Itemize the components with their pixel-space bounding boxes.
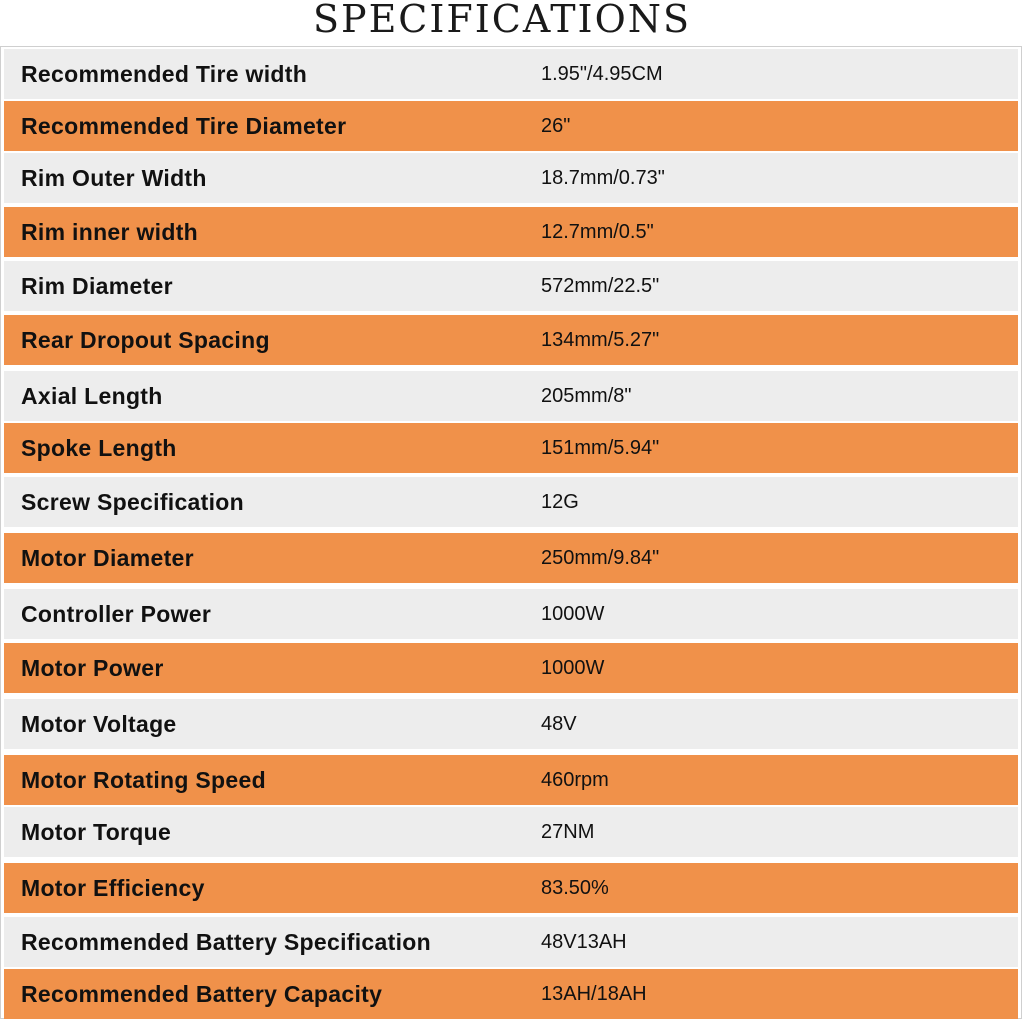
spec-label: Motor Diameter (21, 544, 194, 571)
table-row (4, 807, 1018, 857)
spec-label: Motor Voltage (21, 710, 177, 737)
table-row (4, 863, 1018, 913)
spec-label: Rim Diameter (21, 272, 173, 299)
table-row (4, 423, 1018, 473)
table-row (4, 699, 1018, 749)
spec-label: Rear Dropout Spacing (21, 326, 270, 353)
table-row (4, 371, 1018, 421)
table-row (4, 533, 1018, 583)
spec-value: 250mm/9.84" (541, 546, 660, 569)
page-title: SPECIFICATIONS (312, 0, 692, 41)
spec-label: Screw Specification (21, 488, 244, 515)
table-row (4, 969, 1018, 1019)
spec-label: Spoke Length (21, 434, 177, 461)
spec-value: 1000W (541, 602, 605, 625)
spec-value: 48V13AH (541, 930, 627, 953)
spec-value: 134mm/5.27" (541, 328, 660, 351)
spec-label: Recommended Battery Specification (21, 928, 431, 955)
spec-label: Motor Power (21, 654, 164, 681)
spec-value: 18.7mm/0.73" (541, 166, 665, 189)
spec-label: Recommended Tire width (21, 60, 308, 87)
table-row (4, 153, 1018, 203)
spec-label: Controller Power (21, 600, 212, 627)
spec-value: 26" (541, 114, 571, 137)
spec-value: 572mm/22.5" (541, 274, 660, 297)
spec-value: 1000W (541, 656, 605, 679)
table-row (4, 315, 1018, 365)
table-row (4, 261, 1018, 311)
spec-label: Motor Efficiency (21, 874, 205, 901)
table-row (4, 589, 1018, 639)
table-row (4, 917, 1018, 967)
spec-value: 13AH/18AH (541, 982, 647, 1005)
spec-value: 460rpm (541, 768, 609, 791)
spec-value: 205mm/8" (541, 384, 632, 407)
spec-value: 48V (541, 712, 577, 735)
spec-value: 83.50% (541, 876, 609, 899)
spec-label: Axial Length (21, 382, 163, 409)
spec-label: Recommended Tire Diameter (21, 112, 347, 139)
spec-label: Motor Torque (21, 818, 172, 845)
table-row (4, 207, 1018, 257)
table-row (4, 755, 1018, 805)
spec-value: 12.7mm/0.5" (541, 220, 654, 243)
specifications-table (0, 46, 1022, 1019)
spec-label: Recommended Battery Capacity (21, 980, 383, 1007)
table-row (4, 49, 1018, 99)
spec-label: Rim Outer Width (21, 164, 207, 191)
spec-value: 27NM (541, 820, 595, 843)
spec-value: 12G (541, 490, 579, 513)
table-row (4, 101, 1018, 151)
spec-label: Motor Rotating Speed (21, 766, 266, 793)
table-row (4, 477, 1018, 527)
spec-value: 151mm/5.94" (541, 436, 660, 459)
table-row (4, 643, 1018, 693)
spec-label: Rim inner width (21, 218, 198, 245)
spec-value: 1.95"/4.95CM (541, 62, 663, 85)
